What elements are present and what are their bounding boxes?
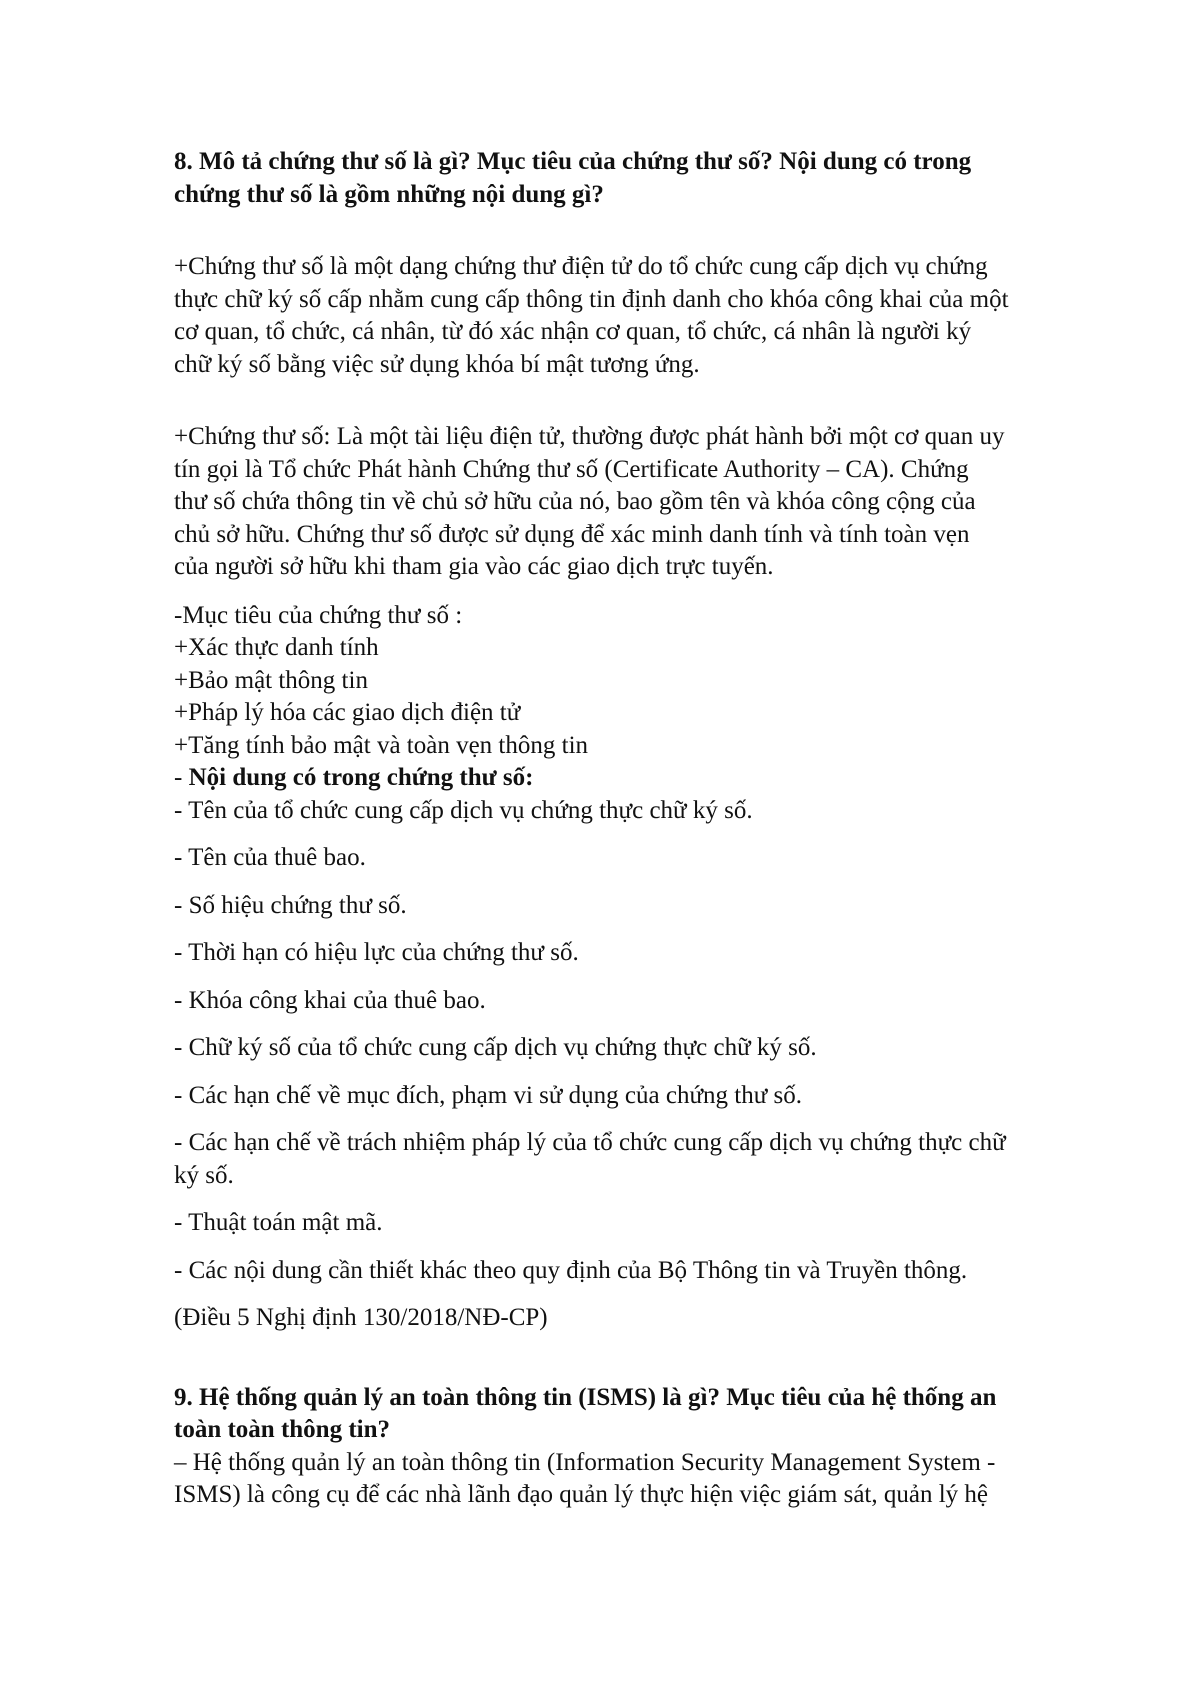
goal-item: +Bảo mật thông tin <box>174 666 368 694</box>
paragraph-line: thư số chứa thông tin về chủ sở hữu của nó, bao gồm tên và khóa công cộng của <box>174 488 976 515</box>
definition-paragraph-1 <box>174 251 1134 381</box>
paragraph-line: chủ sở hữu. Chứng thư số được sử dụng để xác minh danh tính và tính toàn vẹn <box>174 520 970 548</box>
content-item <box>174 985 1134 1018</box>
paragraph-line: chữ ký số bằng việc sử dụng khóa bí mật tương ứng. <box>174 350 700 378</box>
heading-line: 9. Hệ thống quản lý an toàn thông tin (ISMS) là gì? Mục tiêu của hệ thống an <box>174 1383 997 1411</box>
content-item-line: - Các nội dung cần thiết khác theo quy định của Bộ Thông tin và Truyền thông. <box>174 1256 968 1284</box>
section-9-body <box>174 1447 1134 1512</box>
content-item-line: - Tên của thuê bao. <box>174 844 366 871</box>
heading-line: 8. Mô tả chứng thư số là gì? Mục tiêu của chứng thư số? Nội dung có trong <box>174 148 972 175</box>
goals-block <box>174 600 1134 795</box>
paragraph-line: tín gọi là Tổ chức Phát hành Chứng thư số (Certificate Authority – CA). Chứng <box>174 455 969 483</box>
content-list <box>174 795 1134 1335</box>
goal-item: +Pháp lý hóa các giao dịch điện tử <box>174 699 521 726</box>
content-item-line: - Khóa công khai của thuê bao. <box>174 986 486 1014</box>
goal-item: +Xác thực danh tính <box>174 634 379 661</box>
paragraph-line: thực chữ ký số cấp nhằm cung cấp thông tin định danh cho khóa công khai của một <box>174 285 1009 313</box>
content-item <box>174 1255 1134 1288</box>
content-item-line: - Thuật toán mật mã. <box>174 1209 383 1236</box>
goals-heading: -Mục tiêu của chứng thư số : <box>174 601 463 629</box>
content-item <box>174 937 1134 970</box>
content-item <box>174 1207 1134 1240</box>
content-item-line: - Các hạn chế về mục đích, phạm vi sử dụng của chứng thư số. <box>174 1081 802 1109</box>
content-item-line: - Thời hạn có hiệu lực của chứng thư số. <box>174 939 579 966</box>
document-page <box>174 146 1134 1512</box>
content-item <box>174 1080 1134 1113</box>
content-item <box>174 842 1134 875</box>
content-item-line: - Số hiệu chứng thư số. <box>174 891 407 919</box>
content-item-line: - Các hạn chế về trách nhiệm pháp lý của tổ chức cung cấp dịch vụ chứng thực chữ <box>174 1129 1006 1156</box>
content-item: - Tên của tổ chức cung cấp dịch vụ chứng thực chữ ký số. <box>174 796 753 824</box>
content-item-line: ký số. <box>174 1161 234 1189</box>
paragraph-line: cơ quan, tổ chức, cá nhân, từ đó xác nhận cơ quan, tổ chức, cá nhân là người ký <box>174 318 972 345</box>
content-heading-text: Nội dung có trong chứng thư số: <box>188 764 534 791</box>
content-item <box>174 890 1134 923</box>
heading-line: toàn toàn thông tin? <box>174 1416 391 1443</box>
citation <box>174 1302 1134 1335</box>
content-heading-prefix: - <box>174 764 189 791</box>
citation-line: (Điều 5 Nghị định 130/2018/NĐ-CP) <box>174 1304 548 1331</box>
goal-item: +Tăng tính bảo mật và toàn vẹn thông tin <box>174 731 589 759</box>
paragraph-line: +Chứng thư số: Là một tài liệu điện tử, thường được phát hành bởi một cơ quan uy <box>174 423 1005 450</box>
content-item-line: - Chữ ký số của tổ chức cung cấp dịch vụ chứng thực chữ ký số. <box>174 1034 817 1061</box>
content-item <box>174 1032 1134 1065</box>
section-9-heading <box>174 1382 1134 1447</box>
section-8-heading <box>174 146 1134 211</box>
paragraph-line: của người sở hữu khi tham gia vào các giao dịch trực tuyến. <box>174 553 774 580</box>
content-item <box>174 1127 1134 1192</box>
content-heading <box>174 762 1134 795</box>
definition-paragraph-2 <box>174 421 1134 584</box>
heading-line: chứng thư số là gồm những nội dung gì? <box>174 180 604 208</box>
paragraph-line: +Chứng thư số là một dạng chứng thư điện tử do tổ chức cung cấp dịch vụ chứng <box>174 253 988 280</box>
paragraph-line: ISMS) là công cụ để các nhà lãnh đạo quản lý thực hiện việc giám sát, quản lý hệ <box>174 1481 989 1508</box>
paragraph-line: – Hệ thống quản lý an toàn thông tin (Information Security Management System - <box>174 1448 996 1476</box>
